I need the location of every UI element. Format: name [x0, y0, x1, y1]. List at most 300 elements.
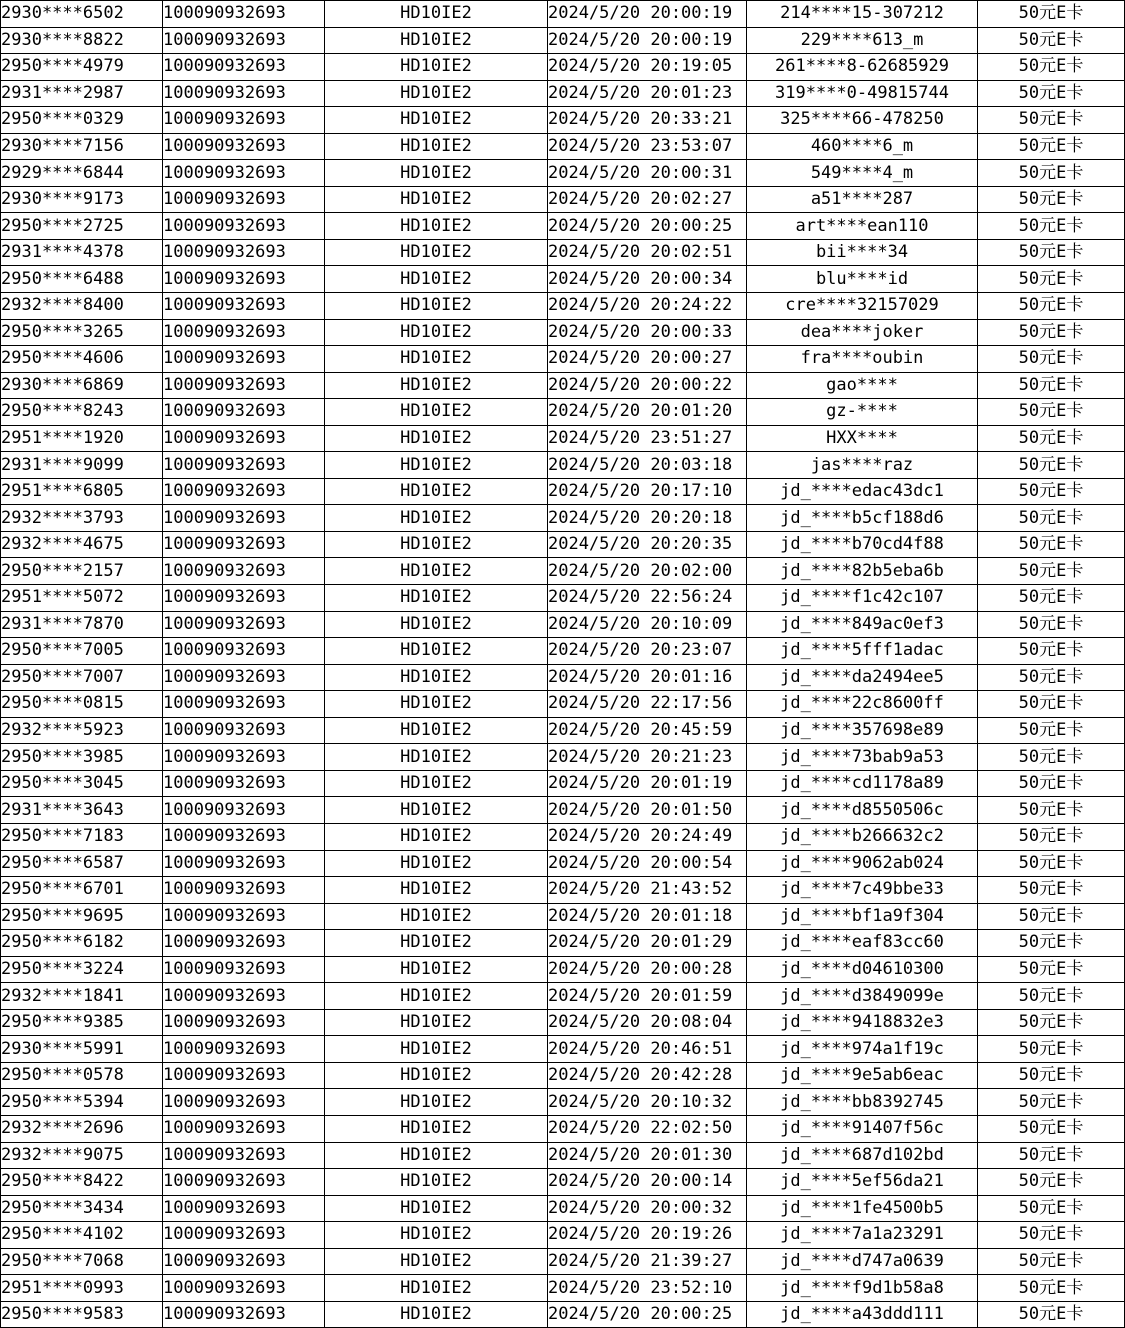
activity-code-cell: HD10IE2 — [325, 797, 548, 824]
time-cell: 2024/5/20 20:00:25 — [548, 1301, 747, 1328]
table-row — [1, 266, 1125, 293]
activity-code-cell: HD10IE2 — [325, 1142, 548, 1169]
table-row — [1, 425, 1125, 452]
sku-cell: 100090932693 — [163, 160, 325, 187]
activity-code-cell: HD10IE2 — [325, 956, 548, 983]
prize-cell: 50元E卡 — [978, 505, 1125, 532]
time-cell: 2024/5/20 23:53:07 — [548, 133, 747, 160]
sku-cell: 100090932693 — [163, 1169, 325, 1196]
table-row — [1, 1248, 1125, 1275]
time-cell: 2024/5/20 23:51:27 — [548, 425, 747, 452]
time-cell: 2024/5/20 20:01:19 — [548, 770, 747, 797]
order-id-cell: 2950****9695 — [1, 903, 163, 930]
sku-cell: 100090932693 — [163, 1248, 325, 1275]
activity-code-cell: HD10IE2 — [325, 531, 548, 558]
username-cell: jd_****f9d1b58a8 — [747, 1275, 978, 1302]
prize-cell: 50元E卡 — [978, 664, 1125, 691]
order-id-cell: 2950****8243 — [1, 399, 163, 426]
table-row — [1, 399, 1125, 426]
username-cell: jd_****bb8392745 — [747, 1089, 978, 1116]
activity-code-cell: HD10IE2 — [325, 664, 548, 691]
username-cell: 229****613_m — [747, 27, 978, 54]
time-cell: 2024/5/20 20:20:35 — [548, 531, 747, 558]
order-id-cell: 2930****9173 — [1, 186, 163, 213]
sku-cell: 100090932693 — [163, 505, 325, 532]
table-row — [1, 638, 1125, 665]
activity-code-cell: HD10IE2 — [325, 54, 548, 81]
time-cell: 2024/5/20 20:17:10 — [548, 478, 747, 505]
table-row — [1, 27, 1125, 54]
sku-cell: 100090932693 — [163, 266, 325, 293]
username-cell: jd_****a43ddd111 — [747, 1301, 978, 1328]
order-id-cell: 2929****6844 — [1, 160, 163, 187]
sku-cell: 100090932693 — [163, 452, 325, 479]
prize-cell: 50元E卡 — [978, 1115, 1125, 1142]
table-row — [1, 903, 1125, 930]
table-row — [1, 239, 1125, 266]
prize-cell: 50元E卡 — [978, 638, 1125, 665]
table-row — [1, 1089, 1125, 1116]
table-row — [1, 770, 1125, 797]
table-row — [1, 717, 1125, 744]
time-cell: 2024/5/20 20:24:22 — [548, 293, 747, 320]
activity-code-cell: HD10IE2 — [325, 1062, 548, 1089]
prize-cell: 50元E卡 — [978, 107, 1125, 134]
activity-code-cell: HD10IE2 — [325, 823, 548, 850]
username-cell: jd_****f1c42c107 — [747, 585, 978, 612]
order-id-cell: 2932****5923 — [1, 717, 163, 744]
username-cell: jd_****974a1f19c — [747, 1036, 978, 1063]
prize-cell: 50元E卡 — [978, 558, 1125, 585]
sku-cell: 100090932693 — [163, 531, 325, 558]
sku-cell: 100090932693 — [163, 54, 325, 81]
order-id-cell: 2950****9385 — [1, 1009, 163, 1036]
order-id-cell: 2932****1841 — [1, 983, 163, 1010]
prize-cell: 50元E卡 — [978, 531, 1125, 558]
time-cell: 2024/5/20 21:39:27 — [548, 1248, 747, 1275]
sku-cell: 100090932693 — [163, 346, 325, 373]
table-row — [1, 346, 1125, 373]
prize-cell: 50元E卡 — [978, 1, 1125, 28]
table-row — [1, 1009, 1125, 1036]
activity-code-cell: HD10IE2 — [325, 1222, 548, 1249]
username-cell: jd_****1fe4500b5 — [747, 1195, 978, 1222]
username-cell: bii****34 — [747, 239, 978, 266]
sku-cell: 100090932693 — [163, 903, 325, 930]
sku-cell: 100090932693 — [163, 239, 325, 266]
order-id-cell: 2930****7156 — [1, 133, 163, 160]
activity-code-cell: HD10IE2 — [325, 691, 548, 718]
order-id-cell: 2950****0815 — [1, 691, 163, 718]
username-cell: jd_****357698e89 — [747, 717, 978, 744]
time-cell: 2024/5/20 20:03:18 — [548, 452, 747, 479]
order-id-cell: 2950****4606 — [1, 346, 163, 373]
table-row — [1, 54, 1125, 81]
username-cell: jd_****edac43dc1 — [747, 478, 978, 505]
username-cell: jd_****da2494ee5 — [747, 664, 978, 691]
username-cell: jd_****91407f56c — [747, 1115, 978, 1142]
sku-cell: 100090932693 — [163, 585, 325, 612]
activity-code-cell: HD10IE2 — [325, 293, 548, 320]
prize-cell: 50元E卡 — [978, 1169, 1125, 1196]
prize-cell: 50元E卡 — [978, 27, 1125, 54]
order-id-cell: 2951****6805 — [1, 478, 163, 505]
sku-cell: 100090932693 — [163, 638, 325, 665]
time-cell: 2024/5/20 20:01:20 — [548, 399, 747, 426]
username-cell: a51****287 — [747, 186, 978, 213]
table-row — [1, 823, 1125, 850]
prize-cell: 50元E卡 — [978, 983, 1125, 1010]
username-cell: jd_****7c49bbe33 — [747, 877, 978, 904]
order-id-cell: 2950****0329 — [1, 107, 163, 134]
activity-code-cell: HD10IE2 — [325, 1248, 548, 1275]
activity-code-cell: HD10IE2 — [325, 372, 548, 399]
order-id-cell: 2930****5991 — [1, 1036, 163, 1063]
table-row — [1, 1222, 1125, 1249]
order-id-cell: 2950****6182 — [1, 930, 163, 957]
table-row — [1, 107, 1125, 134]
username-cell: jd_****22c8600ff — [747, 691, 978, 718]
prize-cell: 50元E卡 — [978, 1036, 1125, 1063]
table-row — [1, 1275, 1125, 1302]
prize-cell: 50元E卡 — [978, 850, 1125, 877]
sku-cell: 100090932693 — [163, 823, 325, 850]
table-row — [1, 850, 1125, 877]
username-cell: jd_****cd1178a89 — [747, 770, 978, 797]
table-row — [1, 160, 1125, 187]
time-cell: 2024/5/20 23:52:10 — [548, 1275, 747, 1302]
username-cell: jd_****9062ab024 — [747, 850, 978, 877]
username-cell: jd_****687d102bd — [747, 1142, 978, 1169]
order-id-cell: 2950****3224 — [1, 956, 163, 983]
time-cell: 2024/5/20 20:23:07 — [548, 638, 747, 665]
sku-cell: 100090932693 — [163, 1115, 325, 1142]
table-row — [1, 691, 1125, 718]
table-row — [1, 372, 1125, 399]
order-id-cell: 2932****3793 — [1, 505, 163, 532]
sku-cell: 100090932693 — [163, 478, 325, 505]
sku-cell: 100090932693 — [163, 1089, 325, 1116]
username-cell: jd_****d3849099e — [747, 983, 978, 1010]
order-id-cell: 2950****4102 — [1, 1222, 163, 1249]
activity-code-cell: HD10IE2 — [325, 850, 548, 877]
username-cell: jas****raz — [747, 452, 978, 479]
time-cell: 2024/5/20 20:10:09 — [548, 611, 747, 638]
table-row — [1, 983, 1125, 1010]
activity-code-cell: HD10IE2 — [325, 266, 548, 293]
order-id-cell: 2930****6502 — [1, 1, 163, 28]
time-cell: 2024/5/20 20:45:59 — [548, 717, 747, 744]
sku-cell: 100090932693 — [163, 664, 325, 691]
sku-cell: 100090932693 — [163, 372, 325, 399]
time-cell: 2024/5/20 20:33:21 — [548, 107, 747, 134]
username-cell: 214****15-307212 — [747, 1, 978, 28]
username-cell: jd_****d747a0639 — [747, 1248, 978, 1275]
order-id-cell: 2951****1920 — [1, 425, 163, 452]
order-id-cell: 2950****7183 — [1, 823, 163, 850]
username-cell: dea****joker — [747, 319, 978, 346]
activity-code-cell: HD10IE2 — [325, 930, 548, 957]
prize-cell: 50元E卡 — [978, 744, 1125, 771]
sku-cell: 100090932693 — [163, 956, 325, 983]
username-cell: jd_****d04610300 — [747, 956, 978, 983]
username-cell: jd_****7a1a23291 — [747, 1222, 978, 1249]
sku-cell: 100090932693 — [163, 1301, 325, 1328]
username-cell: 261****8-62685929 — [747, 54, 978, 81]
table-row — [1, 531, 1125, 558]
sku-cell: 100090932693 — [163, 27, 325, 54]
username-cell: jd_****b266632c2 — [747, 823, 978, 850]
order-id-cell: 2950****2725 — [1, 213, 163, 240]
time-cell: 2024/5/20 20:00:32 — [548, 1195, 747, 1222]
table-row — [1, 213, 1125, 240]
prize-cell: 50元E卡 — [978, 1142, 1125, 1169]
activity-code-cell: HD10IE2 — [325, 877, 548, 904]
activity-code-cell: HD10IE2 — [325, 107, 548, 134]
order-id-cell: 2950****6587 — [1, 850, 163, 877]
activity-code-cell: HD10IE2 — [325, 1009, 548, 1036]
order-id-cell: 2950****6488 — [1, 266, 163, 293]
username-cell: jd_****9e5ab6eac — [747, 1062, 978, 1089]
table-row — [1, 1301, 1125, 1328]
prize-cell: 50元E卡 — [978, 1009, 1125, 1036]
time-cell: 2024/5/20 20:19:05 — [548, 54, 747, 81]
prize-cell: 50元E卡 — [978, 1089, 1125, 1116]
time-cell: 2024/5/20 20:01:23 — [548, 80, 747, 107]
username-cell: jd_****82b5eba6b — [747, 558, 978, 585]
sku-cell: 100090932693 — [163, 213, 325, 240]
activity-code-cell: HD10IE2 — [325, 558, 548, 585]
time-cell: 2024/5/20 20:46:51 — [548, 1036, 747, 1063]
time-cell: 2024/5/20 20:00:34 — [548, 266, 747, 293]
prize-cell: 50元E卡 — [978, 1301, 1125, 1328]
activity-code-cell: HD10IE2 — [325, 1, 548, 28]
table-row — [1, 452, 1125, 479]
sku-cell: 100090932693 — [163, 107, 325, 134]
table-row — [1, 186, 1125, 213]
activity-code-cell: HD10IE2 — [325, 638, 548, 665]
table-row — [1, 877, 1125, 904]
username-cell: HXX**** — [747, 425, 978, 452]
prize-cell: 50元E卡 — [978, 266, 1125, 293]
activity-code-cell: HD10IE2 — [325, 1275, 548, 1302]
activity-code-cell: HD10IE2 — [325, 1036, 548, 1063]
sku-cell: 100090932693 — [163, 1, 325, 28]
username-cell: jd_****b5cf188d6 — [747, 505, 978, 532]
table-row — [1, 80, 1125, 107]
sku-cell: 100090932693 — [163, 133, 325, 160]
order-id-cell: 2951****5072 — [1, 585, 163, 612]
order-id-cell: 2950****3045 — [1, 770, 163, 797]
username-cell: jd_****5ef56da21 — [747, 1169, 978, 1196]
prize-cell: 50元E卡 — [978, 1195, 1125, 1222]
time-cell: 2024/5/20 20:00:25 — [548, 213, 747, 240]
sku-cell: 100090932693 — [163, 797, 325, 824]
username-cell: blu****id — [747, 266, 978, 293]
time-cell: 2024/5/20 20:00:27 — [548, 346, 747, 373]
sku-cell: 100090932693 — [163, 611, 325, 638]
activity-code-cell: HD10IE2 — [325, 452, 548, 479]
sku-cell: 100090932693 — [163, 293, 325, 320]
prize-cell: 50元E卡 — [978, 930, 1125, 957]
sku-cell: 100090932693 — [163, 1142, 325, 1169]
prize-cell: 50元E卡 — [978, 1062, 1125, 1089]
sku-cell: 100090932693 — [163, 850, 325, 877]
order-id-cell: 2932****8400 — [1, 293, 163, 320]
time-cell: 2024/5/20 20:00:31 — [548, 160, 747, 187]
time-cell: 2024/5/20 22:02:50 — [548, 1115, 747, 1142]
table-row — [1, 744, 1125, 771]
order-id-cell: 2931****9099 — [1, 452, 163, 479]
activity-code-cell: HD10IE2 — [325, 717, 548, 744]
activity-code-cell: HD10IE2 — [325, 1169, 548, 1196]
prize-cell: 50元E卡 — [978, 80, 1125, 107]
username-cell: jd_****9418832e3 — [747, 1009, 978, 1036]
username-cell: art****ean110 — [747, 213, 978, 240]
table-row — [1, 1115, 1125, 1142]
sku-cell: 100090932693 — [163, 1222, 325, 1249]
order-id-cell: 2950****2157 — [1, 558, 163, 585]
order-id-cell: 2950****7005 — [1, 638, 163, 665]
activity-code-cell: HD10IE2 — [325, 239, 548, 266]
username-cell: jd_****849ac0ef3 — [747, 611, 978, 638]
time-cell: 2024/5/20 20:01:18 — [548, 903, 747, 930]
sku-cell: 100090932693 — [163, 1062, 325, 1089]
username-cell: gao**** — [747, 372, 978, 399]
table-row — [1, 1036, 1125, 1063]
username-cell: fra****oubin — [747, 346, 978, 373]
time-cell: 2024/5/20 20:00:19 — [548, 27, 747, 54]
prize-cell: 50元E卡 — [978, 1275, 1125, 1302]
time-cell: 2024/5/20 22:17:56 — [548, 691, 747, 718]
order-id-cell: 2950****3985 — [1, 744, 163, 771]
time-cell: 2024/5/20 20:01:16 — [548, 664, 747, 691]
time-cell: 2024/5/20 20:00:54 — [548, 850, 747, 877]
table-row — [1, 1062, 1125, 1089]
activity-code-cell: HD10IE2 — [325, 399, 548, 426]
sku-cell: 100090932693 — [163, 930, 325, 957]
sku-cell: 100090932693 — [163, 1009, 325, 1036]
table-row — [1, 505, 1125, 532]
username-cell: cre****32157029 — [747, 293, 978, 320]
activity-code-cell: HD10IE2 — [325, 1089, 548, 1116]
order-id-cell: 2932****2696 — [1, 1115, 163, 1142]
table-row — [1, 558, 1125, 585]
prize-cell: 50元E卡 — [978, 213, 1125, 240]
table-row — [1, 1, 1125, 28]
activity-code-cell: HD10IE2 — [325, 160, 548, 187]
time-cell: 2024/5/20 20:19:26 — [548, 1222, 747, 1249]
username-cell: jd_****eaf83cc60 — [747, 930, 978, 957]
time-cell: 2024/5/20 20:00:19 — [548, 1, 747, 28]
table-row — [1, 956, 1125, 983]
username-cell: 549****4_m — [747, 160, 978, 187]
order-id-cell: 2950****3265 — [1, 319, 163, 346]
table-row — [1, 1195, 1125, 1222]
username-cell: jd_****5fff1adac — [747, 638, 978, 665]
prize-cell: 50元E卡 — [978, 823, 1125, 850]
username-cell: jd_****73bab9a53 — [747, 744, 978, 771]
activity-code-cell: HD10IE2 — [325, 585, 548, 612]
table-row — [1, 319, 1125, 346]
activity-code-cell: HD10IE2 — [325, 425, 548, 452]
prize-cell: 50元E卡 — [978, 611, 1125, 638]
order-id-cell: 2930****6869 — [1, 372, 163, 399]
table-body — [1, 1, 1125, 1328]
sku-cell: 100090932693 — [163, 1036, 325, 1063]
sku-cell: 100090932693 — [163, 983, 325, 1010]
time-cell: 2024/5/20 20:02:00 — [548, 558, 747, 585]
order-id-cell: 2950****7007 — [1, 664, 163, 691]
activity-code-cell: HD10IE2 — [325, 478, 548, 505]
activity-code-cell: HD10IE2 — [325, 1301, 548, 1328]
order-id-cell: 2951****0993 — [1, 1275, 163, 1302]
sku-cell: 100090932693 — [163, 877, 325, 904]
order-id-cell: 2950****5394 — [1, 1089, 163, 1116]
order-id-cell: 2950****0578 — [1, 1062, 163, 1089]
sku-cell: 100090932693 — [163, 80, 325, 107]
time-cell: 2024/5/20 21:43:52 — [548, 877, 747, 904]
prize-cell: 50元E卡 — [978, 585, 1125, 612]
activity-code-cell: HD10IE2 — [325, 80, 548, 107]
time-cell: 2024/5/20 20:02:51 — [548, 239, 747, 266]
prize-cell: 50元E卡 — [978, 797, 1125, 824]
prize-cell: 50元E卡 — [978, 160, 1125, 187]
order-id-cell: 2932****4675 — [1, 531, 163, 558]
time-cell: 2024/5/20 20:01:50 — [548, 797, 747, 824]
table-row — [1, 1169, 1125, 1196]
sku-cell: 100090932693 — [163, 399, 325, 426]
prize-cell: 50元E卡 — [978, 903, 1125, 930]
order-id-cell: 2950****8422 — [1, 1169, 163, 1196]
time-cell: 2024/5/20 20:01:30 — [548, 1142, 747, 1169]
activity-code-cell: HD10IE2 — [325, 346, 548, 373]
prize-cell: 50元E卡 — [978, 1222, 1125, 1249]
order-id-cell: 2931****4378 — [1, 239, 163, 266]
time-cell: 2024/5/20 20:24:49 — [548, 823, 747, 850]
time-cell: 2024/5/20 20:00:22 — [548, 372, 747, 399]
order-id-cell: 2950****3434 — [1, 1195, 163, 1222]
prize-cell: 50元E卡 — [978, 770, 1125, 797]
activity-code-cell: HD10IE2 — [325, 133, 548, 160]
time-cell: 2024/5/20 20:01:59 — [548, 983, 747, 1010]
sku-cell: 100090932693 — [163, 558, 325, 585]
time-cell: 2024/5/20 20:00:33 — [548, 319, 747, 346]
time-cell: 2024/5/20 22:56:24 — [548, 585, 747, 612]
table-row — [1, 478, 1125, 505]
activity-code-cell: HD10IE2 — [325, 213, 548, 240]
table-row — [1, 930, 1125, 957]
table-row — [1, 293, 1125, 320]
order-id-cell: 2931****3643 — [1, 797, 163, 824]
order-id-cell: 2932****9075 — [1, 1142, 163, 1169]
username-cell: gz-**** — [747, 399, 978, 426]
username-cell: 319****0-49815744 — [747, 80, 978, 107]
activity-code-cell: HD10IE2 — [325, 1115, 548, 1142]
username-cell: jd_****bf1a9f304 — [747, 903, 978, 930]
order-id-cell: 2930****8822 — [1, 27, 163, 54]
time-cell: 2024/5/20 20:42:28 — [548, 1062, 747, 1089]
prize-cell: 50元E卡 — [978, 239, 1125, 266]
sku-cell: 100090932693 — [163, 717, 325, 744]
table-row — [1, 1142, 1125, 1169]
activity-code-cell: HD10IE2 — [325, 1195, 548, 1222]
order-id-cell: 2950****4979 — [1, 54, 163, 81]
time-cell: 2024/5/20 20:00:14 — [548, 1169, 747, 1196]
time-cell: 2024/5/20 20:01:29 — [548, 930, 747, 957]
prize-cell: 50元E卡 — [978, 319, 1125, 346]
prize-cell: 50元E卡 — [978, 372, 1125, 399]
